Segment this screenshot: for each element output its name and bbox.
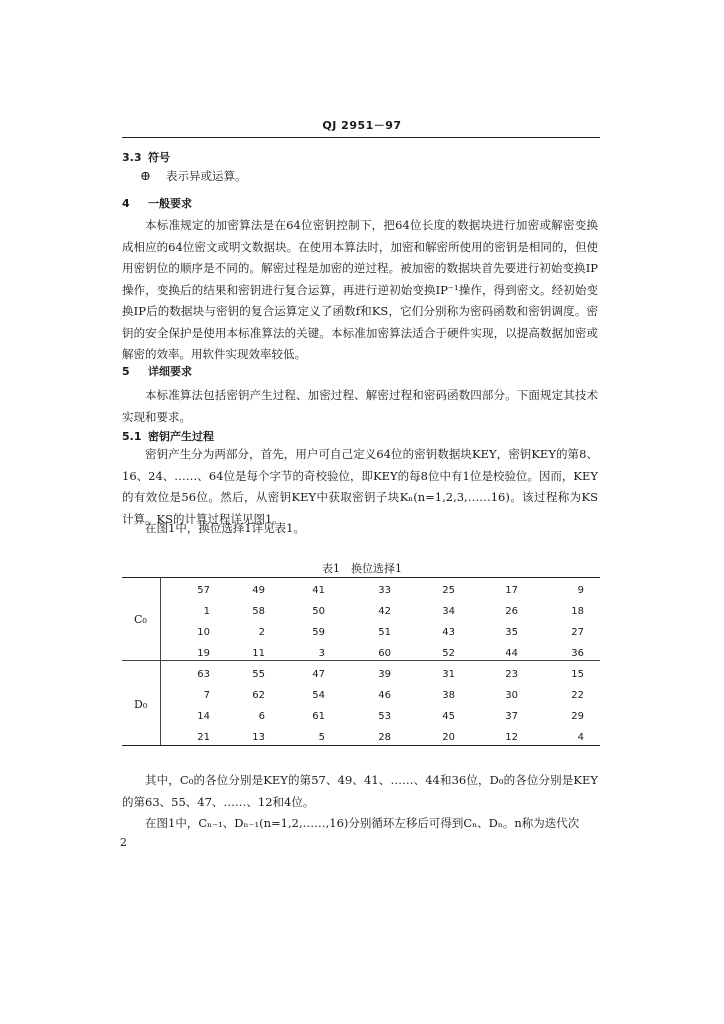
table-cell: 25 bbox=[442, 585, 455, 596]
table-cell: 49 bbox=[252, 585, 265, 596]
section-title: 符号 bbox=[148, 151, 170, 164]
table-cell: 46 bbox=[378, 690, 391, 701]
symbol-description: 表示异或运算。 bbox=[166, 169, 247, 183]
table-cell: 14 bbox=[197, 711, 210, 722]
table-cell: 43 bbox=[442, 627, 455, 638]
table-cell: 58 bbox=[252, 606, 265, 617]
section-number: 4 bbox=[122, 197, 130, 210]
section-number: 3.3 bbox=[122, 151, 142, 164]
table-cell: 35 bbox=[505, 627, 518, 638]
section-5-1-body: 密钥产生分为两部分，首先，用户可自己定义64位的密钥数据块KEY，密钥KEY的第8、16、24、……、64位是每个字节的奇校验位，即KEY的每8位中有1位是校验位。因而，KEY的有效位是56位。然后，从密钥KEY中获取密钥子块Kₙ(n=1,2,3,……16)。该过程称为KS计算。KS的计算过程详见图1。 bbox=[122, 447, 598, 526]
table-cell: 11 bbox=[252, 648, 265, 659]
page-number: 2 bbox=[120, 836, 127, 849]
section-number: 5.1 bbox=[122, 430, 142, 443]
table-cell: 6 bbox=[258, 711, 265, 722]
table-cell: 3 bbox=[318, 648, 325, 659]
table-cell: 17 bbox=[505, 585, 518, 596]
table-cell: 51 bbox=[378, 627, 391, 638]
section-4-body: 本标准规定的加密算法是在64位密钥控制下，把64位长度的数据块进行加密或解密变换成相应的64位密文或明文数据块。在使用本算法时，加密和解密所使用的密钥是相同的，但使用密钥位的顺序是不同的。解密过程是加密的逆过程。被加密的数据块首先要进行初始变换IP操作，变换后的结果和密钥进行复合运算，再进行逆初始变换IP⁻¹操作，得到密文。经初始变换IP后的数据块与密钥的复合运算定义了函数f和KS，它们分别称为密码函数和密钥调度。密钥的安全保护是使用本标准算法的关键。本标准加密算法适合于硬件实现，以提高数据加密或解密的效率。用软件实现效率较低。 bbox=[122, 218, 598, 361]
section-title: 详细要求 bbox=[148, 365, 192, 378]
table-cell: 37 bbox=[505, 711, 518, 722]
table-cell: 10 bbox=[197, 627, 210, 638]
symbol-definition bbox=[122, 166, 616, 188]
section-number: 5 bbox=[122, 365, 130, 378]
table-cell: 4 bbox=[577, 732, 584, 743]
table-cell: 29 bbox=[571, 711, 584, 722]
table-cell: 36 bbox=[571, 648, 584, 659]
group-label-d0: D₀ bbox=[134, 698, 148, 711]
xor-symbol: ⊕ bbox=[140, 169, 151, 184]
table-cell: 15 bbox=[571, 669, 584, 680]
table-cell: 23 bbox=[505, 669, 518, 680]
section-5-heading bbox=[122, 361, 598, 383]
table-cell: 21 bbox=[197, 732, 210, 743]
table-cell: 38 bbox=[442, 690, 455, 701]
table-cell: 52 bbox=[442, 648, 455, 659]
table-cell: 50 bbox=[312, 606, 325, 617]
table-top-rule bbox=[122, 577, 600, 578]
table-cell: 53 bbox=[378, 711, 391, 722]
table-caption: 表1 换位选择1 bbox=[322, 562, 402, 575]
section-title: 密钥产生过程 bbox=[148, 430, 214, 443]
section-title: 一般要求 bbox=[148, 197, 192, 210]
table-cell: 34 bbox=[442, 606, 455, 617]
table-cell: 63 bbox=[197, 669, 210, 680]
table-cell: 59 bbox=[312, 627, 325, 638]
table-cell: 9 bbox=[577, 585, 584, 596]
table-cell: 42 bbox=[378, 606, 391, 617]
table-cell: 5 bbox=[318, 732, 325, 743]
table-cell: 28 bbox=[378, 732, 391, 743]
table-cell: 1 bbox=[203, 606, 210, 617]
table-reference: 在图1中，换位选择1详见表1。 bbox=[145, 521, 305, 535]
table-cell: 18 bbox=[571, 606, 584, 617]
table-cell: 44 bbox=[505, 648, 518, 659]
table-cell: 54 bbox=[312, 690, 325, 701]
page-header: QJ 2951－97 bbox=[322, 119, 402, 132]
table-cell: 27 bbox=[571, 627, 584, 638]
table-cell: 30 bbox=[505, 690, 518, 701]
table-cell: 31 bbox=[442, 669, 455, 680]
table-cell: 57 bbox=[197, 585, 210, 596]
header-rule bbox=[122, 137, 600, 138]
table-cell: 62 bbox=[252, 690, 265, 701]
table-cell: 61 bbox=[312, 711, 325, 722]
table-cell: 22 bbox=[571, 690, 584, 701]
table-cell: 55 bbox=[252, 669, 265, 680]
table-cell: 2 bbox=[258, 627, 265, 638]
table-cell: 47 bbox=[312, 669, 325, 680]
table-cell: 20 bbox=[442, 732, 455, 743]
table-mid-rule bbox=[122, 660, 600, 661]
table-cell: 7 bbox=[203, 690, 210, 701]
table-group-divider bbox=[160, 577, 161, 745]
table-cell: 39 bbox=[378, 669, 391, 680]
section-4-heading bbox=[122, 193, 598, 215]
table-cell: 60 bbox=[378, 648, 391, 659]
table-cell: 13 bbox=[252, 732, 265, 743]
group-label-c0: C₀ bbox=[134, 613, 147, 626]
section-5-body: 本标准算法包括密钥产生过程、加密过程、解密过程和密码函数四部分。下面规定其技术实现和要求。 bbox=[122, 388, 598, 424]
table-cell: 19 bbox=[197, 648, 210, 659]
after-table-paragraph-1: 其中，C₀的各位分别是KEY的第57、49、41、……、44和36位，D₀的各位分别是KEY的第63、55、47、……、12和4位。 bbox=[122, 773, 598, 809]
table-cell: 33 bbox=[378, 585, 391, 596]
table-cell: 45 bbox=[442, 711, 455, 722]
table-cell: 12 bbox=[505, 732, 518, 743]
after-table-paragraph-2: 在图1中，Cₙ₋₁、Dₙ₋₁(n=1,2,……,16)分别循环左移后可得到Cₙ、Dₙ。n称为迭代次 bbox=[145, 816, 580, 830]
table-cell: 41 bbox=[312, 585, 325, 596]
table-cell: 26 bbox=[505, 606, 518, 617]
table-bottom-rule bbox=[122, 745, 600, 746]
